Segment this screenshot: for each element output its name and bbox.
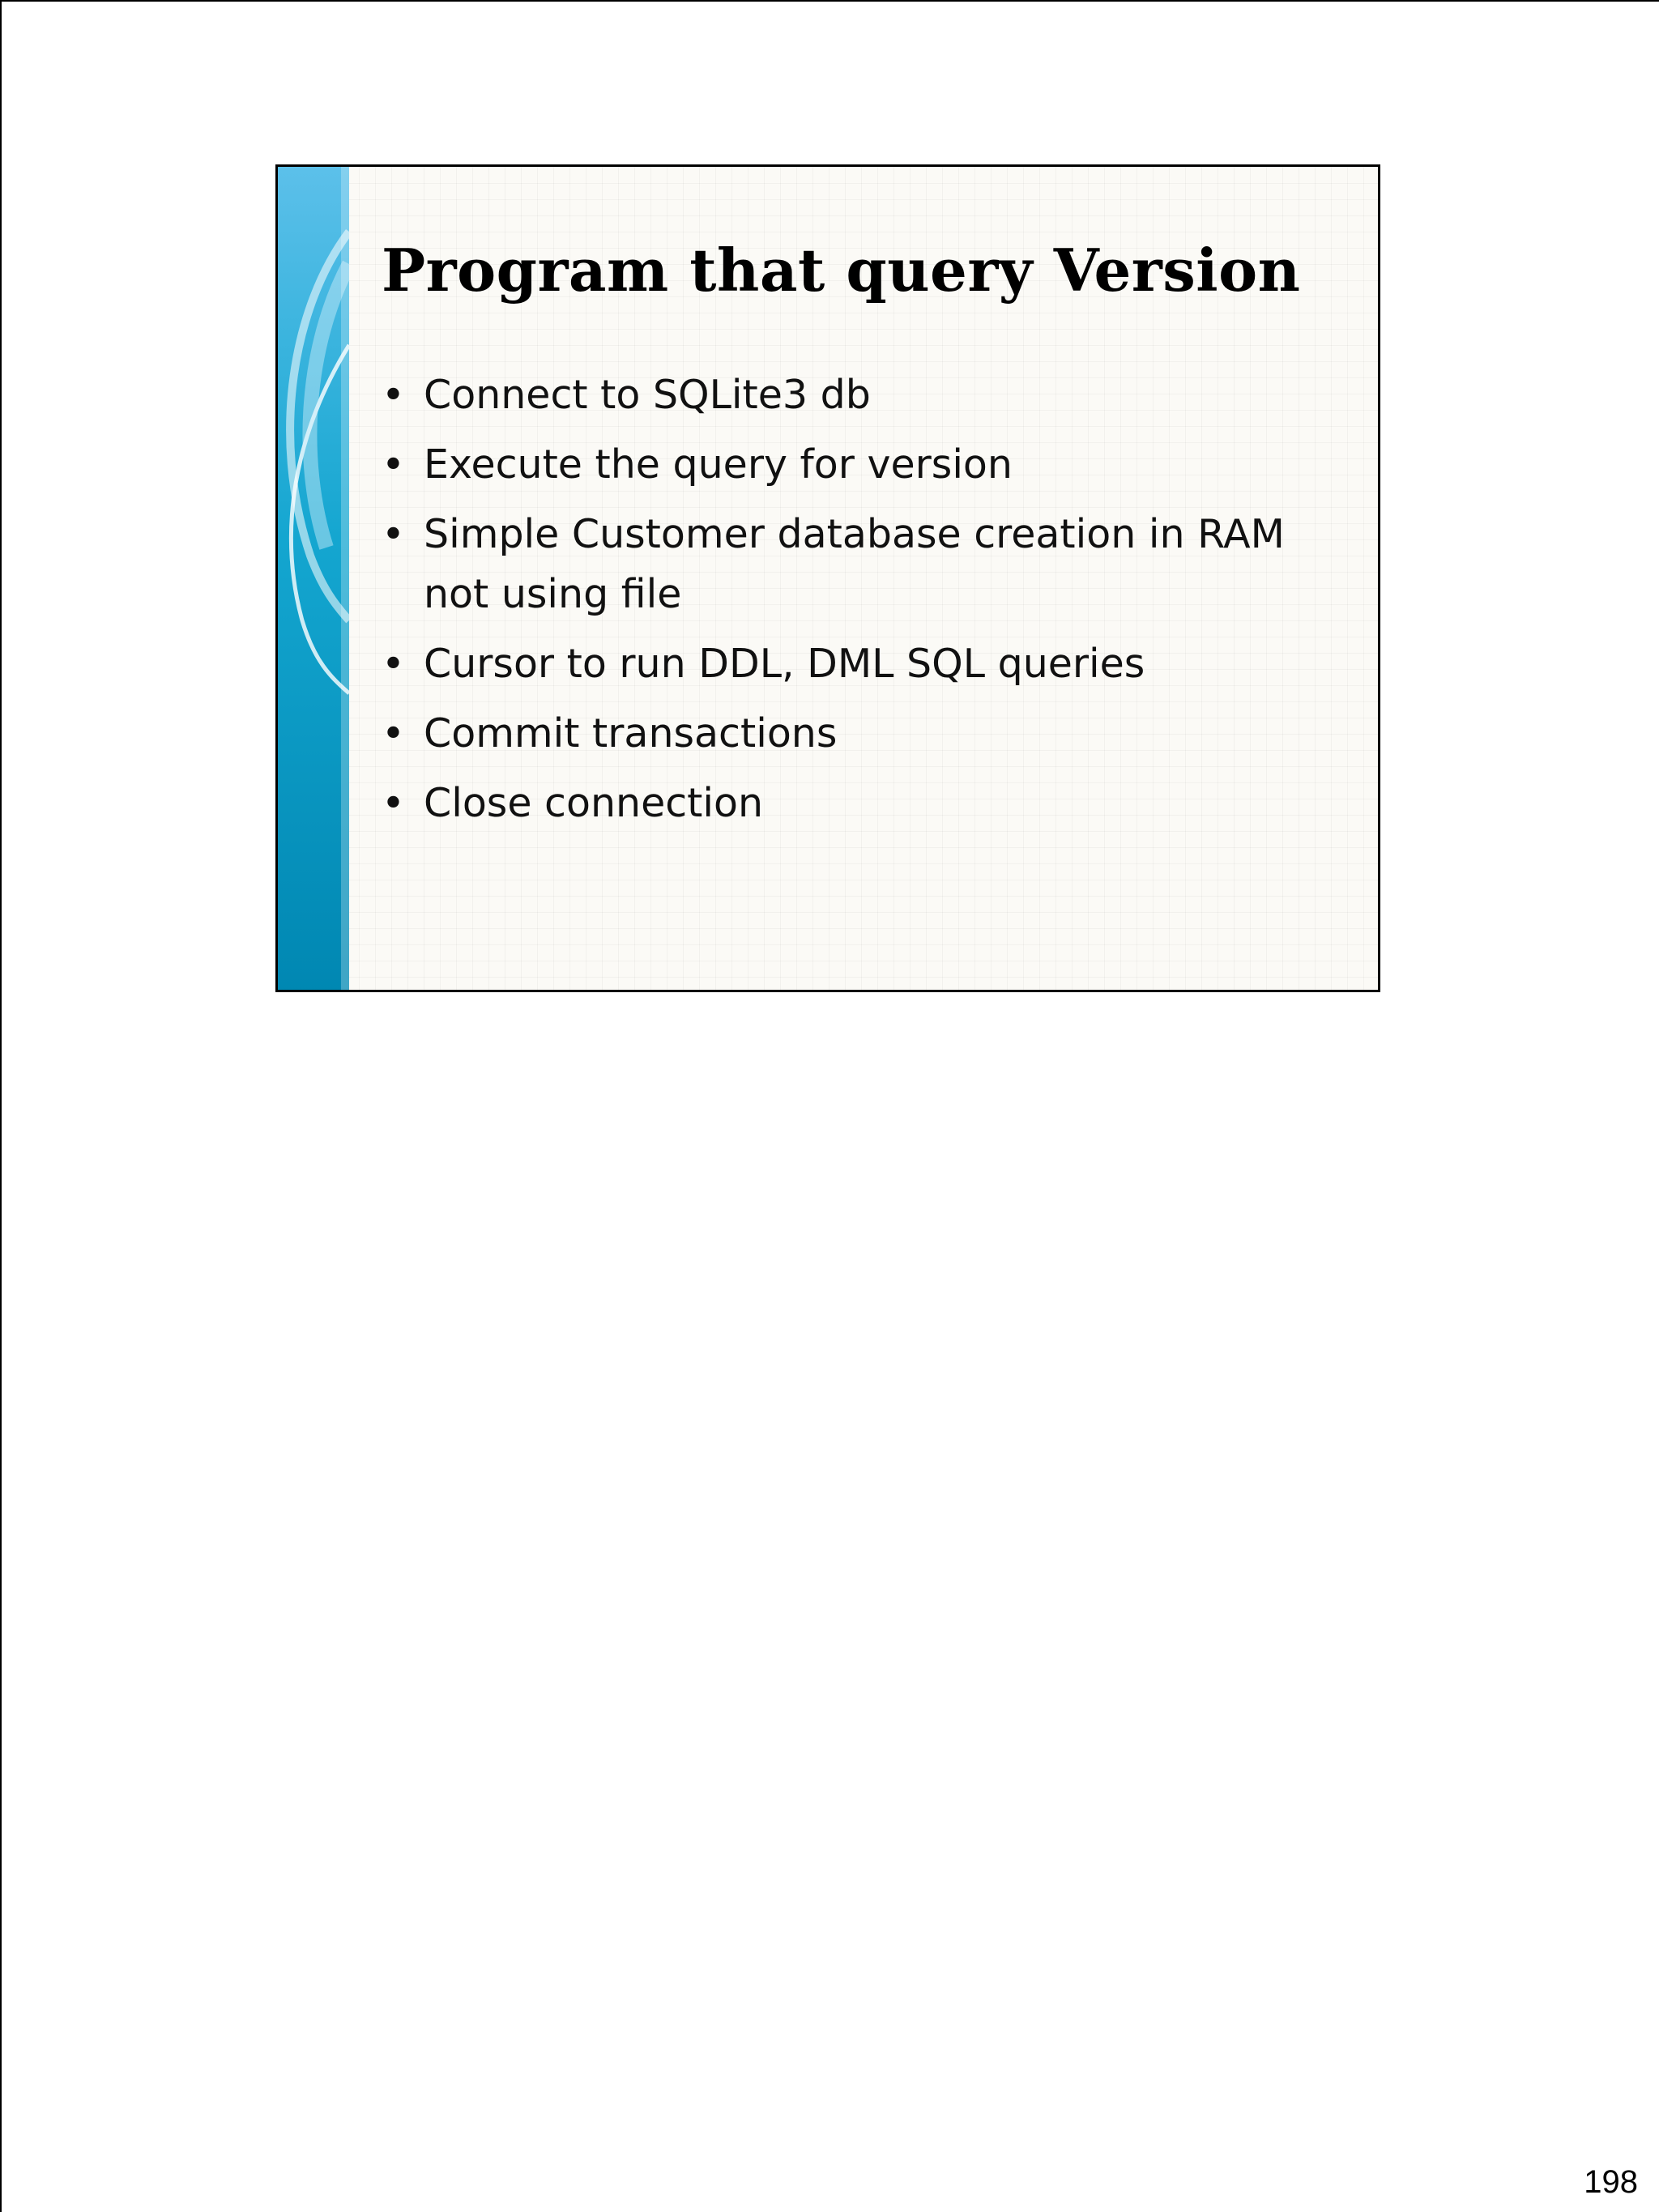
slide-decorative-band — [278, 167, 349, 990]
bullet-item: • Connect to SQLite3 db — [382, 365, 1337, 425]
slide — [275, 164, 1380, 992]
swoosh-decoration — [278, 167, 349, 992]
page-number: 198 — [1584, 2164, 1638, 2200]
slide-title: Program that query Version — [382, 236, 1301, 305]
bullet-item: • Simple Customer database creation in RAM not using file — [382, 505, 1337, 624]
bullet-item: • Cursor to run DDL, DML SQL queries — [382, 634, 1337, 694]
bullet-item: • Commit transactions — [382, 704, 1337, 764]
bullet-item: • Close connection — [382, 774, 1337, 833]
bullet-item: • Execute the query for version — [382, 435, 1337, 495]
bullet-list — [382, 365, 1337, 843]
